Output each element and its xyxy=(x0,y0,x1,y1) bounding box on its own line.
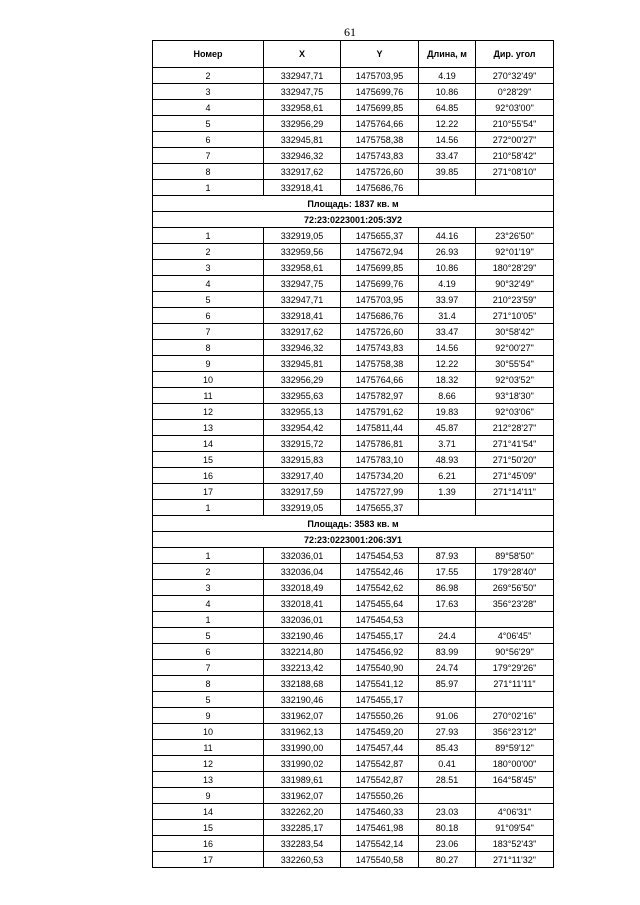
cell-length: 19.83 xyxy=(419,404,476,420)
cell-y: 1475550,26 xyxy=(341,788,419,804)
cell-direction-angle: 164°58'45" xyxy=(476,772,554,788)
cell-number: 8 xyxy=(153,340,264,356)
cell-number: 12 xyxy=(153,404,264,420)
cell-x: 332919,05 xyxy=(264,228,341,244)
cell-direction-angle: 210°23'59" xyxy=(476,292,554,308)
cell-direction-angle: 180°00'00" xyxy=(476,756,554,772)
cell-length: 18.32 xyxy=(419,372,476,388)
cell-x: 332285,17 xyxy=(264,820,341,836)
cell-x: 331962,07 xyxy=(264,708,341,724)
cell-direction-angle: 356°23'12" xyxy=(476,724,554,740)
cell-direction-angle: 210°55'54" xyxy=(476,116,554,132)
table-row xyxy=(153,244,554,260)
cell-direction-angle: 4°06'45" xyxy=(476,628,554,644)
cell-number: 4 xyxy=(153,596,264,612)
cell-y: 1475541,12 xyxy=(341,676,419,692)
table-row xyxy=(153,548,554,564)
cell-y: 1475811,44 xyxy=(341,420,419,436)
cell-direction-angle: 30°55'54" xyxy=(476,356,554,372)
table-row xyxy=(153,164,554,180)
table-row xyxy=(153,436,554,452)
cell-x: 332036,01 xyxy=(264,548,341,564)
cell-direction-angle: 91°09'54" xyxy=(476,820,554,836)
cell-y: 1475655,37 xyxy=(341,228,419,244)
cell-direction-angle: 92°03'06" xyxy=(476,404,554,420)
table-row xyxy=(153,84,554,100)
cell-y: 1475540,58 xyxy=(341,852,419,868)
cell-direction-angle xyxy=(476,692,554,708)
cell-y: 1475461,98 xyxy=(341,820,419,836)
cell-x: 332947,71 xyxy=(264,68,341,84)
cell-direction-angle xyxy=(476,500,554,516)
cell-direction-angle: 271°14'11" xyxy=(476,484,554,500)
cell-y: 1475758,38 xyxy=(341,132,419,148)
cell-x: 331990,02 xyxy=(264,756,341,772)
cell-number: 17 xyxy=(153,484,264,500)
table-row xyxy=(153,292,554,308)
cell-x: 332955,13 xyxy=(264,404,341,420)
page-number: 61 xyxy=(344,25,356,39)
table-row xyxy=(153,676,554,692)
cell-x: 332188,68 xyxy=(264,676,341,692)
cell-direction-angle: 90°32'49" xyxy=(476,276,554,292)
cell-length xyxy=(419,612,476,628)
table-row xyxy=(153,468,554,484)
cell-direction-angle: 92°01'19" xyxy=(476,244,554,260)
cell-length xyxy=(419,788,476,804)
cell-direction-angle: 92°03'52" xyxy=(476,372,554,388)
cell-direction-angle xyxy=(476,788,554,804)
cell-length: 4.19 xyxy=(419,276,476,292)
cell-y: 1475455,17 xyxy=(341,692,419,708)
cell-number: 13 xyxy=(153,772,264,788)
cell-y: 1475699,85 xyxy=(341,100,419,116)
parcel-area: Площадь: 3583 кв. м xyxy=(153,516,554,532)
cell-length: 23.03 xyxy=(419,804,476,820)
table-row xyxy=(153,740,554,756)
cell-y: 1475655,37 xyxy=(341,500,419,516)
cell-x: 332945,81 xyxy=(264,356,341,372)
cell-direction-angle: 269°56'50" xyxy=(476,580,554,596)
header-direction-angle: Дир. угол xyxy=(476,41,554,68)
cell-number: 5 xyxy=(153,628,264,644)
cell-direction-angle: 271°11'11" xyxy=(476,676,554,692)
cell-number: 13 xyxy=(153,420,264,436)
cell-direction-angle: 271°10'05" xyxy=(476,308,554,324)
table-row xyxy=(153,708,554,724)
area-row xyxy=(153,196,554,212)
cell-number: 1 xyxy=(153,548,264,564)
header-x: X xyxy=(264,41,341,68)
table-row xyxy=(153,788,554,804)
cell-y: 1475456,92 xyxy=(341,644,419,660)
cell-direction-angle: 272°00'27" xyxy=(476,132,554,148)
cell-y: 1475764,66 xyxy=(341,116,419,132)
cell-length: 80.18 xyxy=(419,820,476,836)
cell-number: 3 xyxy=(153,84,264,100)
cell-number: 2 xyxy=(153,244,264,260)
cell-number: 1 xyxy=(153,228,264,244)
cell-direction-angle: 271°41'54" xyxy=(476,436,554,452)
cell-length: 45.87 xyxy=(419,420,476,436)
cell-x: 332946,32 xyxy=(264,148,341,164)
cell-length: 24.4 xyxy=(419,628,476,644)
cell-direction-angle: 212°28'27" xyxy=(476,420,554,436)
cell-number: 7 xyxy=(153,660,264,676)
table-row xyxy=(153,356,554,372)
cell-number: 9 xyxy=(153,708,264,724)
cell-number: 15 xyxy=(153,452,264,468)
parcel-area: Площадь: 1837 кв. м xyxy=(153,196,554,212)
parcel-title-row xyxy=(153,212,554,228)
table-row xyxy=(153,804,554,820)
cell-x: 332262,20 xyxy=(264,804,341,820)
cell-length: 33.97 xyxy=(419,292,476,308)
cell-length: 91.06 xyxy=(419,708,476,724)
cell-direction-angle: 23°26'50" xyxy=(476,228,554,244)
cell-number: 5 xyxy=(153,292,264,308)
cell-number: 16 xyxy=(153,836,264,852)
table-row xyxy=(153,660,554,676)
table-row xyxy=(153,116,554,132)
cell-x: 332917,62 xyxy=(264,324,341,340)
cell-length: 14.56 xyxy=(419,132,476,148)
cell-x: 332918,41 xyxy=(264,308,341,324)
cell-y: 1475743,83 xyxy=(341,148,419,164)
cell-direction-angle: 271°50'20" xyxy=(476,452,554,468)
cell-number: 7 xyxy=(153,148,264,164)
cell-y: 1475542,62 xyxy=(341,580,419,596)
table-row xyxy=(153,404,554,420)
cell-y: 1475454,53 xyxy=(341,612,419,628)
cell-x: 331962,13 xyxy=(264,724,341,740)
cell-length: 24.74 xyxy=(419,660,476,676)
cell-number: 1 xyxy=(153,180,264,196)
table-row xyxy=(153,340,554,356)
cell-x: 331962,07 xyxy=(264,788,341,804)
parcel-title-row xyxy=(153,532,554,548)
cell-y: 1475454,53 xyxy=(341,548,419,564)
cell-length: 39.85 xyxy=(419,164,476,180)
table-row xyxy=(153,420,554,436)
cell-number: 9 xyxy=(153,356,264,372)
header-y: Y xyxy=(341,41,419,68)
table-row xyxy=(153,180,554,196)
cell-length: 23.06 xyxy=(419,836,476,852)
cell-x: 332954,42 xyxy=(264,420,341,436)
cell-length: 48.93 xyxy=(419,452,476,468)
table-row xyxy=(153,820,554,836)
cell-direction-angle: 89°58'50" xyxy=(476,548,554,564)
cell-x: 332956,29 xyxy=(264,116,341,132)
cell-number: 6 xyxy=(153,644,264,660)
table-row xyxy=(153,228,554,244)
cell-length: 10.86 xyxy=(419,84,476,100)
table-row xyxy=(153,724,554,740)
table-row xyxy=(153,580,554,596)
cell-length: 12.22 xyxy=(419,116,476,132)
table-body xyxy=(153,68,554,868)
cell-x: 332956,29 xyxy=(264,372,341,388)
cell-y: 1475726,60 xyxy=(341,164,419,180)
cell-y: 1475699,85 xyxy=(341,260,419,276)
header-row xyxy=(153,41,554,68)
cell-x: 332918,41 xyxy=(264,180,341,196)
cell-length: 87.93 xyxy=(419,548,476,564)
cell-y: 1475782,97 xyxy=(341,388,419,404)
cell-number: 11 xyxy=(153,388,264,404)
cell-x: 332283,54 xyxy=(264,836,341,852)
cell-number: 9 xyxy=(153,788,264,804)
table-row xyxy=(153,628,554,644)
table-row xyxy=(153,756,554,772)
header-length: Длина, м xyxy=(419,41,476,68)
cell-direction-angle: 89°59'12" xyxy=(476,740,554,756)
cell-length: 33.47 xyxy=(419,324,476,340)
cell-y: 1475455,64 xyxy=(341,596,419,612)
cell-x: 332260,53 xyxy=(264,852,341,868)
cell-number: 2 xyxy=(153,68,264,84)
cell-direction-angle: 179°28'40" xyxy=(476,564,554,580)
cell-number: 5 xyxy=(153,692,264,708)
cell-length: 85.43 xyxy=(419,740,476,756)
cell-length: 14.56 xyxy=(419,340,476,356)
cell-direction-angle: 0°28'29" xyxy=(476,84,554,100)
cell-y: 1475699,76 xyxy=(341,84,419,100)
cell-direction-angle xyxy=(476,612,554,628)
table-row xyxy=(153,836,554,852)
cell-direction-angle: 90°56'29" xyxy=(476,644,554,660)
table-row xyxy=(153,644,554,660)
cell-direction-angle: 179°29'26" xyxy=(476,660,554,676)
cell-y: 1475764,66 xyxy=(341,372,419,388)
cell-direction-angle: 270°32'49" xyxy=(476,68,554,84)
cell-length xyxy=(419,692,476,708)
cell-number: 4 xyxy=(153,100,264,116)
cell-x: 332917,59 xyxy=(264,484,341,500)
cell-number: 6 xyxy=(153,132,264,148)
table-row xyxy=(153,324,554,340)
cell-direction-angle: 183°52'43" xyxy=(476,836,554,852)
cell-length: 12.22 xyxy=(419,356,476,372)
cell-direction-angle: 4°06'31" xyxy=(476,804,554,820)
table-row xyxy=(153,148,554,164)
table-row xyxy=(153,372,554,388)
cell-x: 332958,61 xyxy=(264,100,341,116)
cell-length: 3.71 xyxy=(419,436,476,452)
cell-direction-angle: 210°58'42" xyxy=(476,148,554,164)
cell-x: 332036,01 xyxy=(264,612,341,628)
parcel-cadastral-number: 72:23:0223001:205:ЗУ2 xyxy=(153,212,554,228)
cell-x: 332213,42 xyxy=(264,660,341,676)
cell-x: 332947,75 xyxy=(264,276,341,292)
cell-x: 332959,56 xyxy=(264,244,341,260)
cell-y: 1475703,95 xyxy=(341,292,419,308)
cell-number: 8 xyxy=(153,676,264,692)
cell-number: 12 xyxy=(153,756,264,772)
table-row xyxy=(153,484,554,500)
cell-x: 331989,61 xyxy=(264,772,341,788)
cell-number: 15 xyxy=(153,820,264,836)
cell-x: 332947,71 xyxy=(264,292,341,308)
table-row xyxy=(153,500,554,516)
coordinates-table xyxy=(152,40,554,868)
cell-number: 8 xyxy=(153,164,264,180)
cell-number: 5 xyxy=(153,116,264,132)
cell-x: 332915,72 xyxy=(264,436,341,452)
cell-length: 83.99 xyxy=(419,644,476,660)
cell-x: 332946,32 xyxy=(264,340,341,356)
cell-length xyxy=(419,180,476,196)
cell-number: 11 xyxy=(153,740,264,756)
cell-length: 28.51 xyxy=(419,772,476,788)
table-row xyxy=(153,388,554,404)
cell-y: 1475542,14 xyxy=(341,836,419,852)
cell-length: 80.27 xyxy=(419,852,476,868)
table-row xyxy=(153,100,554,116)
cell-y: 1475550,26 xyxy=(341,708,419,724)
cell-x: 332018,49 xyxy=(264,580,341,596)
table-row xyxy=(153,452,554,468)
cell-y: 1475786,81 xyxy=(341,436,419,452)
cell-direction-angle: 180°28'29" xyxy=(476,260,554,276)
cell-direction-angle: 92°03'00" xyxy=(476,100,554,116)
cell-length: 86.98 xyxy=(419,580,476,596)
cell-y: 1475542,87 xyxy=(341,756,419,772)
cell-y: 1475459,20 xyxy=(341,724,419,740)
cell-number: 17 xyxy=(153,852,264,868)
cell-y: 1475703,95 xyxy=(341,68,419,84)
cell-y: 1475672,94 xyxy=(341,244,419,260)
cell-y: 1475540,90 xyxy=(341,660,419,676)
cell-y: 1475727,99 xyxy=(341,484,419,500)
cell-length: 1.39 xyxy=(419,484,476,500)
cell-y: 1475726,60 xyxy=(341,324,419,340)
cell-length: 17.63 xyxy=(419,596,476,612)
table-row xyxy=(153,612,554,628)
table-row xyxy=(153,852,554,868)
cell-length: 0.41 xyxy=(419,756,476,772)
cell-length: 26.93 xyxy=(419,244,476,260)
cell-length: 17.55 xyxy=(419,564,476,580)
cell-y: 1475686,76 xyxy=(341,180,419,196)
cell-number: 4 xyxy=(153,276,264,292)
cell-y: 1475699,76 xyxy=(341,276,419,292)
cell-y: 1475455,17 xyxy=(341,628,419,644)
cell-number: 3 xyxy=(153,260,264,276)
cell-x: 332915,83 xyxy=(264,452,341,468)
cell-length: 44.16 xyxy=(419,228,476,244)
cell-length: 27.93 xyxy=(419,724,476,740)
cell-direction-angle: 270°02'16" xyxy=(476,708,554,724)
cell-direction-angle: 30°58'42" xyxy=(476,324,554,340)
cell-number: 10 xyxy=(153,372,264,388)
cell-number: 14 xyxy=(153,436,264,452)
cell-direction-angle xyxy=(476,180,554,196)
table-row xyxy=(153,276,554,292)
cell-y: 1475783,10 xyxy=(341,452,419,468)
cell-number: 3 xyxy=(153,580,264,596)
cell-x: 332018,41 xyxy=(264,596,341,612)
table-row xyxy=(153,564,554,580)
cell-y: 1475542,46 xyxy=(341,564,419,580)
cell-direction-angle: 356°23'28" xyxy=(476,596,554,612)
cell-x: 332036,04 xyxy=(264,564,341,580)
cell-direction-angle: 92°00'27" xyxy=(476,340,554,356)
cell-length: 10.86 xyxy=(419,260,476,276)
cell-y: 1475734,20 xyxy=(341,468,419,484)
table-header xyxy=(153,41,554,68)
cell-number: 10 xyxy=(153,724,264,740)
cell-y: 1475758,38 xyxy=(341,356,419,372)
parcel-cadastral-number: 72:23:0223001:206:ЗУ1 xyxy=(153,532,554,548)
cell-y: 1475542,87 xyxy=(341,772,419,788)
cell-number: 14 xyxy=(153,804,264,820)
cell-number: 7 xyxy=(153,324,264,340)
cell-x: 332190,46 xyxy=(264,692,341,708)
cell-length: 85.97 xyxy=(419,676,476,692)
cell-x: 332917,40 xyxy=(264,468,341,484)
cell-x: 332919,05 xyxy=(264,500,341,516)
cell-y: 1475460,33 xyxy=(341,804,419,820)
cell-length xyxy=(419,500,476,516)
cell-direction-angle: 93°18'30" xyxy=(476,388,554,404)
cell-number: 1 xyxy=(153,612,264,628)
cell-number: 2 xyxy=(153,564,264,580)
cell-number: 6 xyxy=(153,308,264,324)
cell-y: 1475743,83 xyxy=(341,340,419,356)
table-row xyxy=(153,772,554,788)
cell-x: 332190,46 xyxy=(264,628,341,644)
cell-x: 331990,00 xyxy=(264,740,341,756)
cell-x: 332945,81 xyxy=(264,132,341,148)
header-number: Номер xyxy=(153,41,264,68)
cell-x: 332955,63 xyxy=(264,388,341,404)
cell-number: 1 xyxy=(153,500,264,516)
table-row xyxy=(153,596,554,612)
table-row xyxy=(153,692,554,708)
cell-y: 1475457,44 xyxy=(341,740,419,756)
cell-length: 8.66 xyxy=(419,388,476,404)
table-row xyxy=(153,68,554,84)
cell-direction-angle: 271°11'32" xyxy=(476,852,554,868)
cell-x: 332214,80 xyxy=(264,644,341,660)
cell-length: 64.85 xyxy=(419,100,476,116)
table-row xyxy=(153,308,554,324)
table-row xyxy=(153,132,554,148)
cell-length: 4.19 xyxy=(419,68,476,84)
cell-direction-angle: 271°45'09" xyxy=(476,468,554,484)
area-row xyxy=(153,516,554,532)
cell-x: 332917,62 xyxy=(264,164,341,180)
table-row xyxy=(153,260,554,276)
cell-y: 1475686,76 xyxy=(341,308,419,324)
cell-y: 1475791,62 xyxy=(341,404,419,420)
cell-x: 332958,61 xyxy=(264,260,341,276)
cell-length: 33.47 xyxy=(419,148,476,164)
cell-length: 31.4 xyxy=(419,308,476,324)
cell-x: 332947,75 xyxy=(264,84,341,100)
cell-length: 6.21 xyxy=(419,468,476,484)
cell-number: 16 xyxy=(153,468,264,484)
cell-direction-angle: 271°08'10" xyxy=(476,164,554,180)
